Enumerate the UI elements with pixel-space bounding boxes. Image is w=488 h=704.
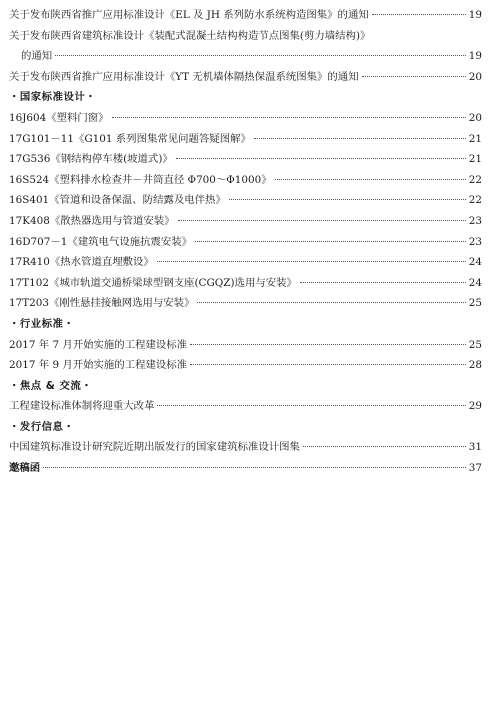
toc-entry[interactable] — [9, 232, 482, 253]
toc-page-number: 19 — [468, 9, 482, 21]
dot-leader — [303, 446, 466, 447]
toc-entry[interactable] — [9, 170, 482, 191]
toc-entry-title: 2017 年 7 月开始实施的工程建设标准 — [9, 338, 188, 351]
toc-entry-title: 关于发布陕西省推广应用标准设计《EL 及 JH 系列防水系统构造图集》的通知 — [9, 9, 369, 21]
toc-entry[interactable] — [9, 26, 482, 47]
toc-entry-title: 16S401《管道和设备保温、防结露及电伴热》 — [9, 194, 226, 207]
toc-page-number: 31 — [468, 441, 482, 454]
toc-page-number: 22 — [468, 173, 482, 186]
toc-entry[interactable] — [9, 437, 482, 458]
toc-page-number: 23 — [468, 235, 482, 248]
toc-entry-title: 16S524《塑料排水检查井－井筒直径 Φ700～Φ1000》 — [9, 173, 272, 186]
toc-entry[interactable] — [9, 355, 482, 376]
toc-page-number: 37 — [468, 462, 482, 475]
toc-entry-title: 2017 年 9 月开始实施的工程建设标准 — [9, 359, 188, 372]
toc-entry-title: 关于发布陕西省推广应用标准设计《YT 无机墙体隔热保温系统图集》的通知 — [9, 70, 359, 83]
dot-leader — [190, 364, 466, 365]
toc-page-number: 20 — [468, 70, 482, 83]
dot-leader — [55, 55, 466, 56]
toc-entry[interactable] — [9, 190, 482, 211]
toc-entry-title: 关于发布陕西省建筑标准设计《装配式混凝土结构构造节点图集(剪力墙结构)》 — [9, 29, 371, 42]
toc-page-number: 21 — [468, 153, 482, 166]
dot-leader — [275, 179, 466, 180]
toc-page-number: 29 — [468, 400, 482, 413]
toc-page-number: 20 — [468, 111, 482, 124]
dot-leader — [43, 467, 466, 468]
toc-entry-title: 16D707－1《建筑电气设施抗震安装》 — [9, 235, 193, 248]
toc-entry[interactable] — [9, 293, 482, 314]
toc-entry[interactable] — [9, 211, 482, 232]
dot-leader — [157, 405, 465, 406]
toc-section-heading: ・行业标准・ — [9, 317, 75, 330]
toc-entry[interactable] — [9, 5, 482, 26]
toc-page-number: 25 — [468, 338, 482, 351]
toc-section-heading: ・焦点 & 交流・ — [9, 379, 93, 392]
toc-entry[interactable] — [9, 108, 482, 129]
dot-leader — [157, 261, 466, 262]
toc-section-heading: ・国家标准设计・ — [9, 91, 97, 104]
toc-page-number: 25 — [468, 297, 482, 310]
toc-entry[interactable] — [9, 67, 482, 88]
toc-entry-title: 16J604《塑料门窗》 — [9, 111, 109, 124]
dot-leader — [176, 158, 466, 159]
dot-leader — [197, 302, 465, 303]
dot-leader — [300, 282, 466, 283]
toc-page-number: 21 — [468, 132, 482, 145]
table-of-contents — [9, 5, 482, 479]
dot-leader — [112, 117, 466, 118]
toc-entry[interactable] — [9, 252, 482, 273]
toc-entry[interactable] — [9, 149, 482, 170]
toc-entry-title: 17T203《刚性悬挂接触网选用与安装》 — [9, 297, 195, 310]
dot-leader — [372, 14, 466, 15]
toc-entry[interactable] — [9, 335, 482, 356]
dot-leader — [229, 199, 466, 200]
toc-entry-title: 工程建设标准体制将迎重大改革 — [9, 400, 155, 413]
toc-entry-title: 邀稿函 — [9, 462, 41, 475]
toc-entry-title: 17K408《散热器选用与管道安装》 — [9, 214, 175, 227]
toc-page-number: 28 — [468, 359, 482, 372]
toc-entry[interactable] — [9, 273, 482, 294]
toc-page-number: 19 — [468, 50, 482, 63]
toc-entry[interactable] — [9, 458, 482, 479]
toc-entry-title: 17G101－11《G101 系列图集常见问题答疑图解》 — [9, 132, 251, 145]
toc-entry[interactable] — [9, 396, 482, 417]
toc-page-number: 24 — [468, 256, 482, 269]
dot-leader — [254, 138, 466, 139]
toc-entry[interactable] — [9, 46, 482, 67]
toc-entry-title: 17R410《热水管道直埋敷设》 — [9, 256, 154, 269]
toc-entry-title: 17G536《钢结构停车楼(坡道式)》 — [9, 153, 173, 166]
toc-entry[interactable] — [9, 129, 482, 150]
dot-leader — [190, 344, 466, 345]
dot-leader — [362, 76, 466, 77]
toc-section-heading: ・发行信息・ — [9, 420, 75, 433]
toc-entry-title: 中国建筑标准设计研究院近期出版发行的国家建筑标准设计图集 — [9, 441, 300, 454]
toc-page-number: 22 — [468, 194, 482, 207]
dot-leader — [178, 220, 466, 221]
toc-page-number: 23 — [468, 214, 482, 227]
toc-entry-title: 的通知 — [21, 50, 53, 63]
toc-entry-title: 17T102《城市轨道交通桥梁球型钢支座(CGQZ)选用与安装》 — [9, 276, 297, 289]
dot-leader — [195, 241, 466, 242]
toc-page-number: 24 — [468, 276, 482, 289]
